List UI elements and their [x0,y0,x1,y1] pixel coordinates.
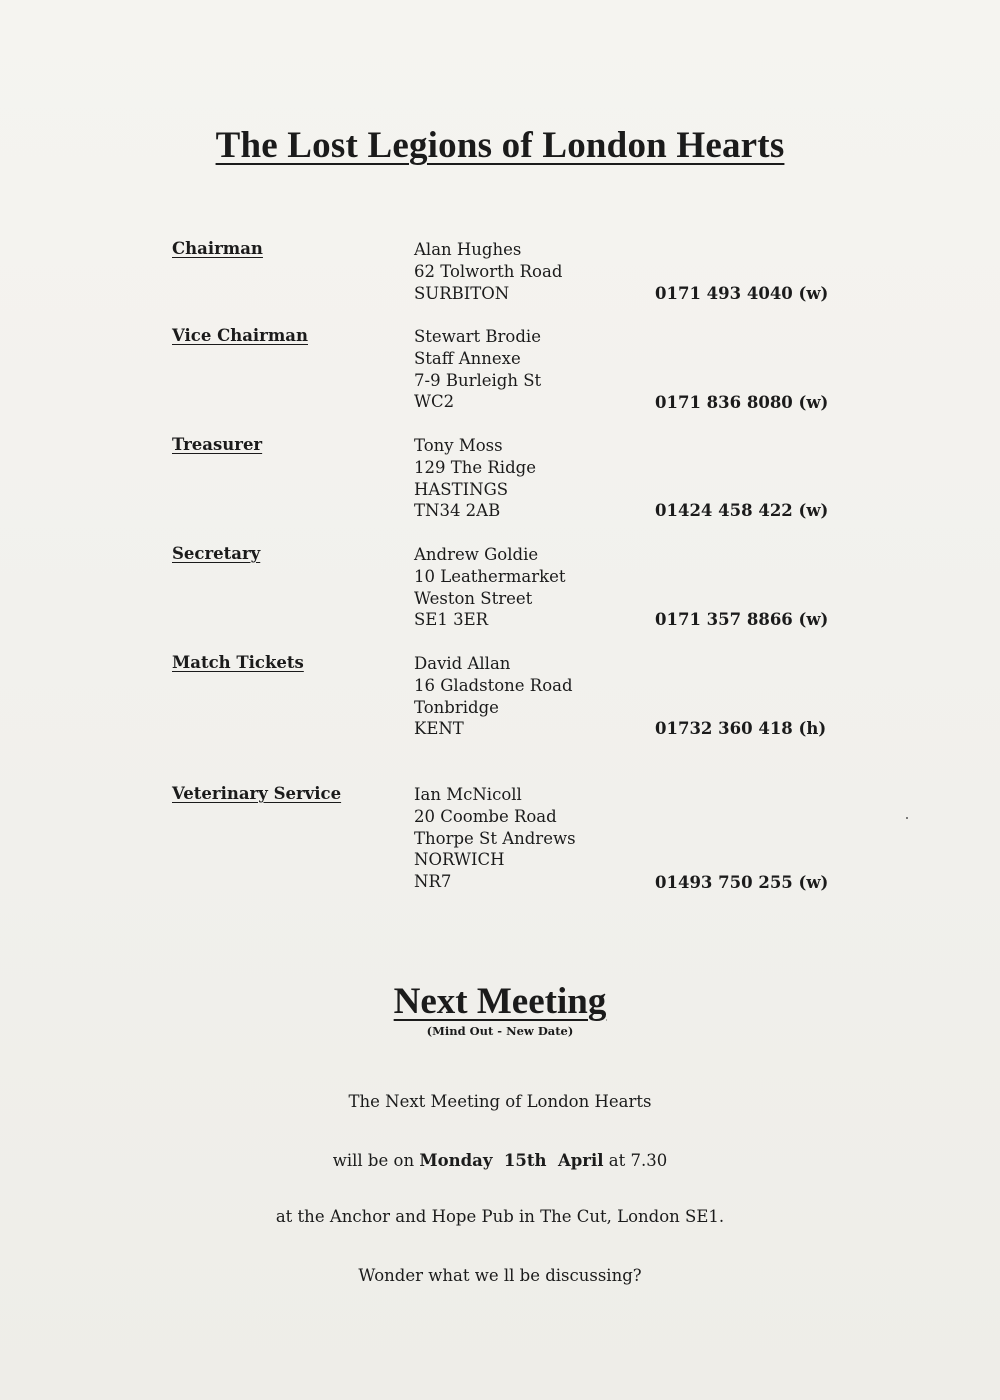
meeting-closing-question: Wonder what we ll be discussing? [358,1266,642,1285]
meeting-note: (Mind Out - New Date) [426,1024,574,1038]
role-label: Treasurer [172,435,263,454]
page-title [0,124,1000,167]
paper-speck [906,817,908,819]
phone-number: 01493 750 255 (w) [655,873,829,892]
role-label: Veterinary Service [172,784,342,803]
address-line: HASTINGS [414,479,509,499]
meeting-line-2 [0,1151,1000,1170]
address-line: SE1 3ER [414,610,489,630]
phone-number: 0171 836 8080 (w) [655,393,829,412]
address-line: KENT [414,719,464,739]
address-line: NORWICH [414,850,505,870]
role-label: Chairman [172,239,263,258]
address-line: 129 The Ridge [414,457,536,477]
role-label: Match Tickets [172,653,304,672]
address-block [414,784,576,893]
address-line: TN34 2AB [414,501,501,521]
address-line: 7-9 Burleigh St [414,370,542,390]
address-line: David Allan [414,654,511,673]
phone-number: 0171 493 4040 (w) [655,284,829,303]
next-meeting-heading [0,980,1000,1023]
address-line: Tony Moss [414,436,503,455]
meeting-venue: at the Anchor and Hope Pub in The Cut, London SE1. [275,1207,725,1226]
meeting-line-1: The Next Meeting of London Hearts [348,1092,652,1111]
address-line: Alan Hughes [414,240,522,259]
address-block [414,239,562,304]
address-line: WC2 [414,392,455,412]
address-line: 16 Gladstone Road [414,675,573,695]
meeting-date-prefix: will be on [332,1151,415,1170]
meeting-time: at 7.30 [608,1151,668,1170]
address-line: NR7 [414,872,452,892]
address-line: 20 Coombe Road [414,806,557,826]
address-line: Andrew Goldie [414,545,539,564]
address-line: Tonbridge [414,697,499,717]
phone-number: 01424 458 422 (w) [655,501,829,520]
address-block [414,653,573,740]
address-line: Weston Street [414,588,533,608]
address-line: Thorpe St Andrews [414,828,576,848]
address-line: Staff Annexe [414,348,521,368]
role-label: Secretary [172,544,261,563]
address-line: Stewart Brodie [414,327,541,346]
address-block [414,435,536,522]
page-title-text: The Lost Legions of London Hearts [215,125,785,166]
next-meeting-heading-text: Next Meeting [393,981,607,1022]
role-label: Vice Chairman [172,326,308,345]
phone-number: 01732 360 418 (h) [655,719,827,738]
address-line: 62 Tolworth Road [414,261,563,281]
address-line: 10 Leathermarket [414,566,566,586]
meeting-date: Monday 15th April [419,1151,604,1170]
phone-number: 0171 357 8866 (w) [655,610,829,629]
address-line: SURBITON [414,283,510,303]
address-block [414,544,565,631]
address-line: Ian McNicoll [414,785,522,804]
address-block [414,326,541,413]
